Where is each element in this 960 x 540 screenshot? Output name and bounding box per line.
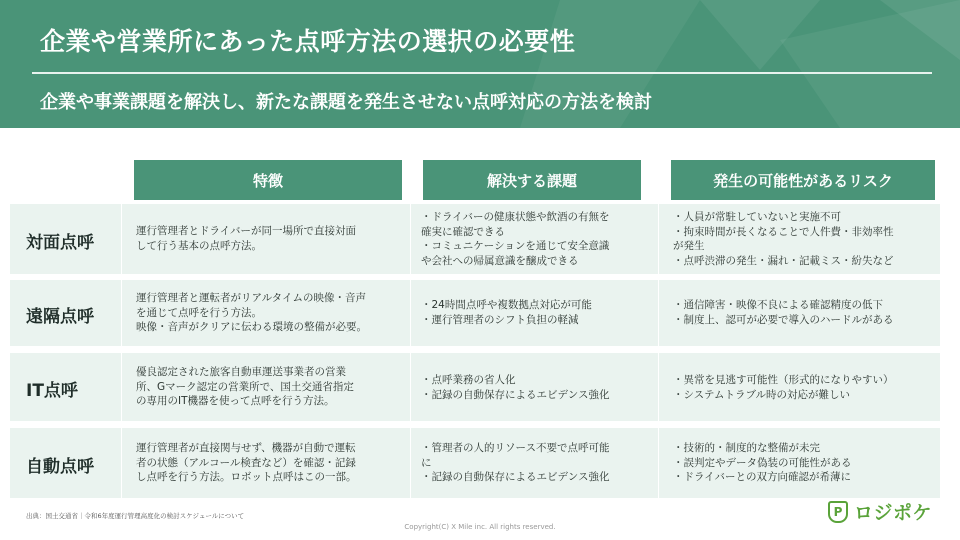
risks-cell: ・技術的・制度的な整備が未完 ・誤判定やデータ偽装の可能性がある ・ドライバーとの双方向確認が希薄に: [673, 442, 852, 483]
row-label: 自動点呼: [26, 457, 94, 477]
feature-cell: 運行管理者と運転者がリアルタイムの映像・音声 を通じて点呼を行う方法。 映像・音声がクリアに伝わる環境の整備が必要。: [136, 292, 367, 333]
column-header-feature: 特徴: [134, 160, 402, 200]
solves-cell: ・管理者の人的リソース不要で点呼可能 に ・記録の自動保存によるエビデンス強化: [421, 442, 610, 483]
page-title: 企業や営業所にあった点呼方法の選択の必要性: [40, 27, 576, 56]
feature-cell: 運行管理者とドライバーが同一場所で直接対面 して行う基本の点呼方法。: [136, 225, 356, 252]
row-label: 遠隔点呼: [26, 307, 94, 327]
solves-cell: ・点呼業務の省人化 ・記録の自動保存によるエビデンス強化: [421, 374, 610, 401]
column-header-risks: 発生の可能性があるリスク: [671, 160, 935, 200]
source-note: 出典：国土交通省｜令和6年度運行管理高度化の検討スケジュールについて: [26, 512, 245, 520]
table-row-automatic: [10, 428, 940, 498]
risks-cell: ・通信障害・映像不良による確認精度の低下 ・制度上、認可が必要で導入のハードルがある: [673, 299, 894, 326]
logo: [828, 498, 932, 525]
logo-mark-icon: P: [828, 501, 848, 523]
risks-cell: ・異常を見逃す可能性（形式的になりやすい） ・システムトラブル時の対応が難しい: [673, 374, 894, 401]
feature-cell: 優良認定された旅客自動車運送事業者の営業 所、Gマーク認定の営業所で、国土交通省指定 の専用のIT機器を使って点呼を行う方法。: [136, 366, 354, 407]
header-banner: [0, 0, 960, 128]
risks-cell: ・人員が常駐していないと実施不可 ・拘束時間が長くなることで人件費・非効率性 が発生 ・点呼渋滞の発生・漏れ・記載ミス・紛失など: [673, 211, 894, 267]
solves-cell: ・24時間点呼や複数拠点対応が可能 ・運行管理者のシフト負担の軽減: [421, 299, 592, 326]
row-label: IT点呼: [26, 381, 78, 401]
feature-cell: 運行管理者が直接関与せず、機器が自動で運転 者の状態（アルコール検査など）を確認・記録 し点呼を行う方法。ロボット点呼はこの一部。: [136, 442, 357, 483]
table-row-remote: [10, 280, 940, 346]
solves-cell: ・ドライバーの健康状態や飲酒の有無を 確実に確認できる ・コミュニケーションを通じて安全意識 や会社への帰属意識を醸成できる: [421, 211, 610, 267]
page-subtitle: 企業や事業課題を解決し、新たな課題を発生させない点呼対応の方法を検討: [40, 92, 652, 113]
logo-text: ロジポケ: [854, 502, 933, 524]
table-row-it: [10, 353, 940, 421]
table-row-face-to-face: [10, 204, 940, 274]
column-header-solves: 解決する課題: [423, 160, 641, 200]
copyright: Copyright(C) X Mile inc. All rights reserved.: [404, 523, 556, 531]
title-divider: [32, 72, 932, 74]
row-label: 対面点呼: [26, 233, 94, 253]
